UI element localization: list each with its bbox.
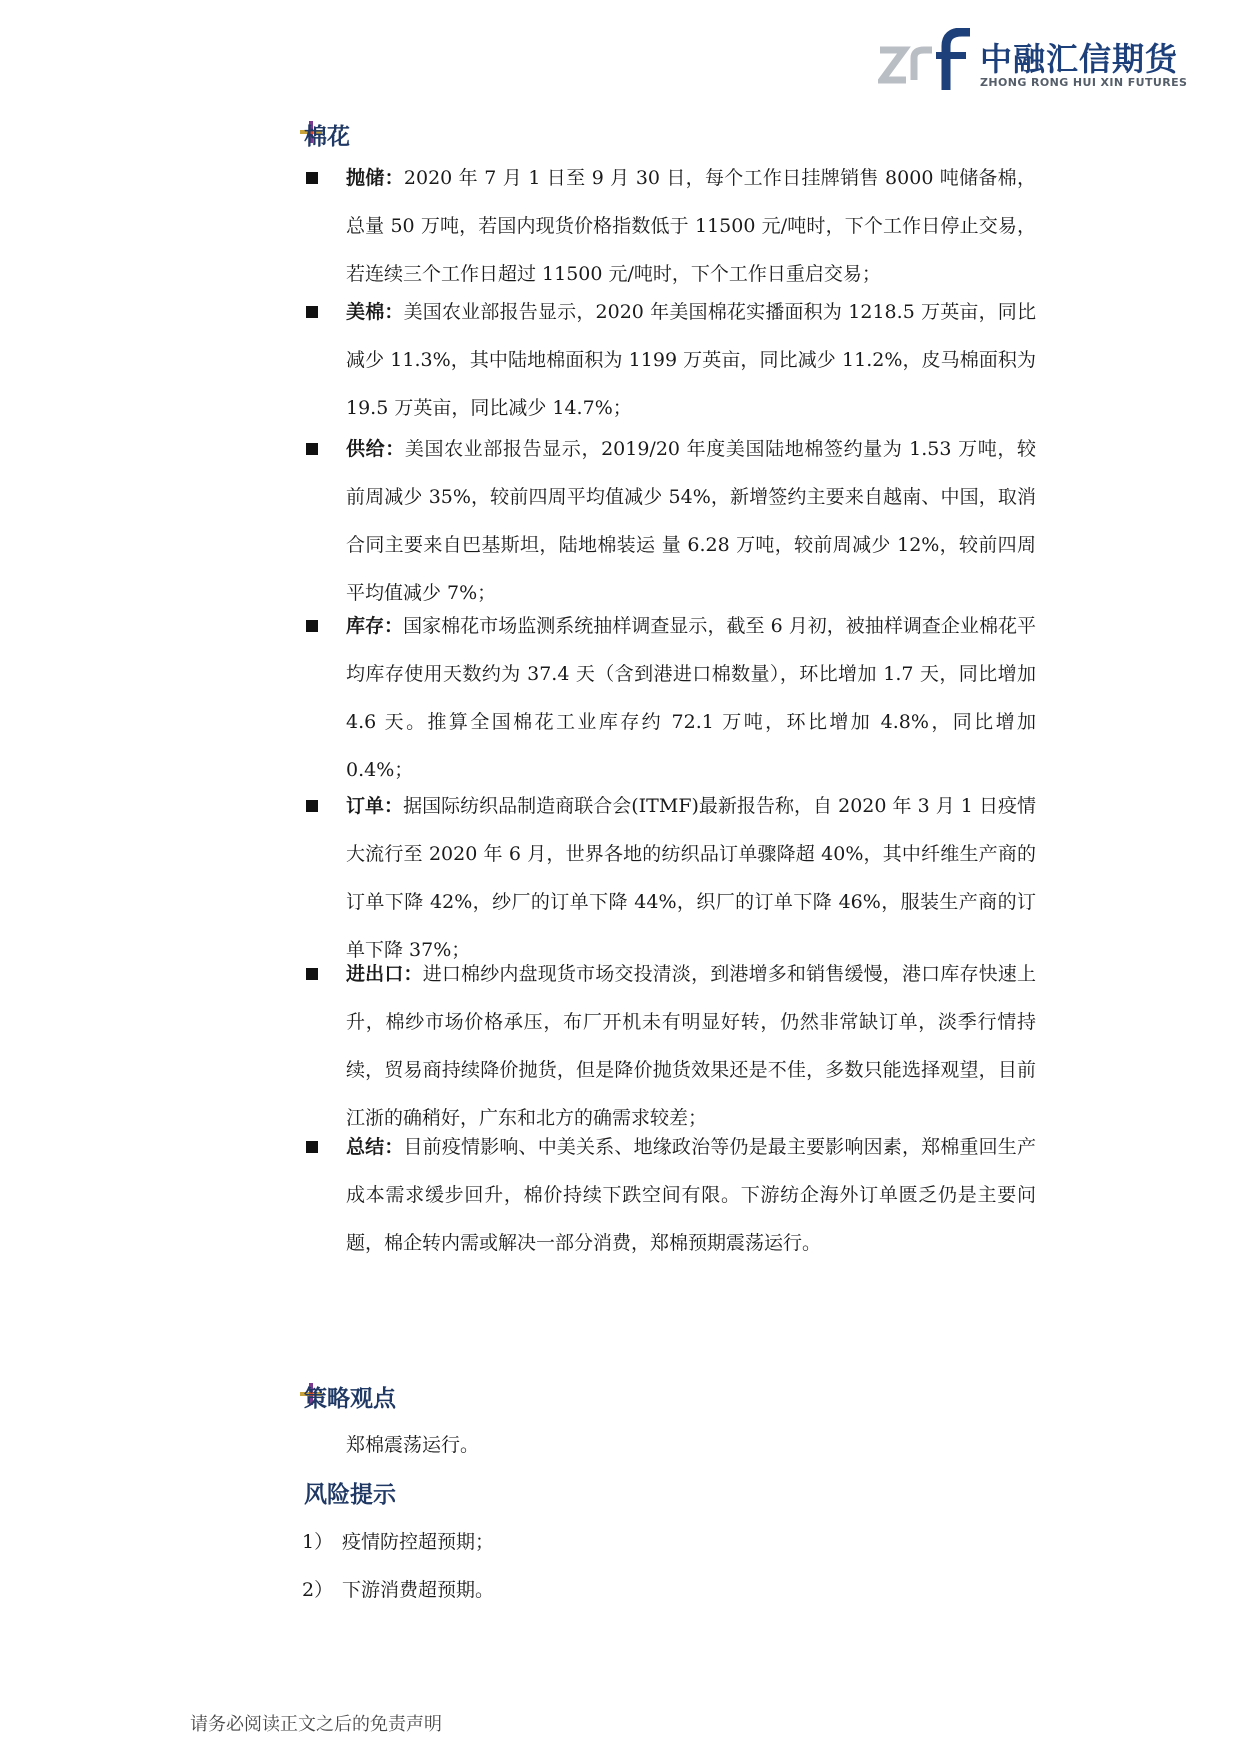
section-title-risk: 风险提示 [304, 1482, 396, 1508]
section-title-strategy: 策略观点 [304, 1386, 396, 1412]
paragraph-import-export [346, 950, 1036, 1142]
logo-chinese-name: 中融汇信期货 [980, 40, 1179, 78]
logo-english-name: ZHONG RONG HUI XIN FUTURES [980, 76, 1188, 89]
item-text: 目前疫情影响、中美关系、地缘政治等仍是最主要影响因素，郑棉重回生产成本需求缓步回升，棉价持续下跌空间有限。下游纺企海外订单匮乏仍是主要问题，棉企转内需或解决一部分消费，郑棉预期震荡运行。 [346, 1136, 1036, 1254]
risk-item [302, 1527, 494, 1554]
item-label: 美棉： [346, 301, 404, 323]
item-text: 据国际纺织品制造商联合会(ITMF)最新报告称，自 2020 年 3 月 1 日疫情大流行至 2020 年 6 月，世界各地的纺织品订单骤降超 40%，其中纤维生产商的订单下降 42%，纱厂的订单下降 44%，织厂的订单下降 46%，服装生产商的订单下降 37%； [346, 795, 1036, 961]
company-logo [878, 28, 1188, 92]
footer-disclaimer: 请务必阅读正文之后的免责声明 [190, 1714, 442, 1735]
bullet-icon [306, 172, 318, 184]
item-text: 美国农业部报告显示，2019/20 年度美国陆地棉签约量为 1.53 万吨，较前周减少 35%，较前四周平均值减少 54%，新增签约主要来自越南、中国，取消合同主要来自巴基斯坦，陆地棉装运 量 6.28 万吨，较前周减少 12%，较前四周平均值减少 7%； [346, 438, 1036, 604]
bullet-icon [306, 1141, 318, 1153]
item-label: 抛储： [346, 167, 404, 189]
item-text: 国家棉花市场监测系统抽样调查显示，截至 6 月初，被抽样调查企业棉花平均库存使用天数约为 37.4 天（含到港进口棉数量），环比增加 1.7 天，同比增加 4.6 天。推算全国棉花工业库存约 72.1 万吨，环比增加 4.8%，同比增加 0.4%； [346, 615, 1036, 781]
risk-item-text: 下游消费超预期。 [342, 1579, 495, 1601]
paragraph-us-cotton [346, 288, 1036, 432]
paragraph-summary [346, 1123, 1036, 1267]
bullet-icon [306, 443, 318, 455]
paragraph-inventory [346, 602, 1036, 794]
item-label: 总结： [346, 1136, 404, 1158]
paragraph-orders [346, 782, 1036, 974]
item-label: 订单： [346, 795, 404, 817]
paragraph-supply [346, 425, 1036, 617]
item-text: 进口棉纱内盘现货市场交投清淡，到港增多和销售缓慢，港口库存快速上升，棉纱市场价格承压，布厂开机未有明显好转，仍然非常缺订单，淡季行情持续，贸易商持续降价抛货，但是降价抛货效果还是不佳，多数只能选择观望，目前江浙的确稍好，广东和北方的确需求较差； [346, 963, 1036, 1129]
zrf-logo-mark [878, 28, 974, 92]
risk-item [302, 1575, 494, 1602]
bullet-icon [306, 968, 318, 980]
bullet-icon [306, 306, 318, 318]
item-text: 2020 年 7 月 1 日至 9 月 30 日，每个工作日挂牌销售 8000 吨储备棉，总量 50 万吨，若国内现货价格指数低于 11500 元/吨时，下个工作日停止交易，若连续三个工作日超过 11500 元/吨时，下个工作日重启交易； [346, 167, 1036, 285]
strategy-text: 郑棉震荡运行。 [346, 1434, 480, 1456]
section-title-cotton: 棉花 [304, 124, 350, 150]
paragraph-reserve-sale [346, 154, 1036, 298]
risk-item-number: 2） [302, 1579, 334, 1601]
bullet-icon [306, 800, 318, 812]
risk-item-text: 疫情防控超预期； [342, 1531, 495, 1553]
item-label: 库存： [346, 615, 404, 637]
bullet-icon [306, 620, 318, 632]
item-label: 进出口： [346, 963, 423, 985]
item-text: 美国农业部报告显示，2020 年美国棉花实播面积为 1218.5 万英亩，同比减少 11.3%，其中陆地棉面积为 1199 万英亩，同比减少 11.2%，皮马棉面积为 19.5 万英亩，同比减少 14.7%； [346, 301, 1036, 419]
item-label: 供给： [346, 438, 405, 460]
risk-item-number: 1） [302, 1531, 334, 1553]
